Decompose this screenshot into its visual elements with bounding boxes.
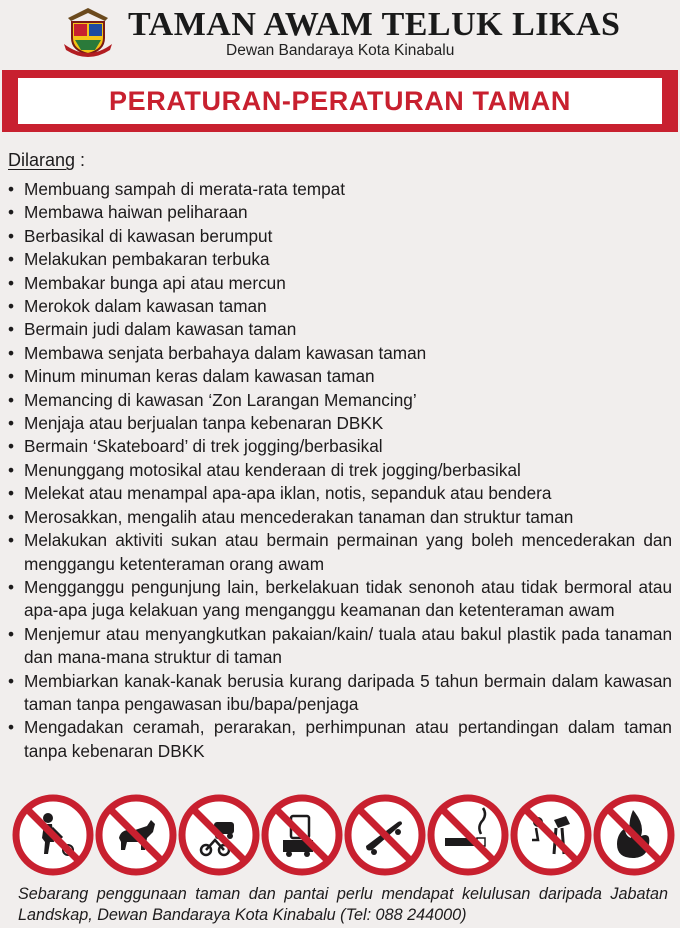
rule-item <box>8 716 672 763</box>
rule-item <box>8 272 672 295</box>
rule-item <box>8 248 672 271</box>
rule-item <box>8 201 672 224</box>
prohibited-heading-label: Dilarang <box>8 150 76 170</box>
rule-item <box>8 459 672 482</box>
rule-text: • Menjemur atau menyangkutkan pakaian/kain/ tuala atau bakul plastik pada tanaman dan mana-mana struktur di taman <box>24 623 672 668</box>
rule-text: • Membakar bunga api atau mercun <box>24 272 286 293</box>
rule-text: • Minum minuman keras dalam kawasan taman <box>24 366 375 387</box>
no-fire-icon <box>593 794 675 876</box>
rules-banner-title: PERATURAN-PERATURAN TAMAN <box>109 85 571 116</box>
rule-text: • Melakukan pembakaran terbuka <box>24 249 270 270</box>
rule-text: • Mengganggu pengunjung lain, berkelakuan tidak senonoh atau tidak bermoral atau apa-apa juga kelakuan yang menganggu keamanan dan ketenteraman awam <box>24 576 672 621</box>
city-crest-icon <box>60 4 116 58</box>
prohibited-heading <box>8 150 85 171</box>
no-vehicles-icon <box>178 794 260 876</box>
rule-text: • Membiarkan kanak-kanak berusia kurang daripada 5 tahun bermain dalam kawasan taman tanpa pengawasan ibu/bapa/penjaga <box>24 670 672 714</box>
rule-item <box>8 365 672 388</box>
rule-text: • Merokok dalam kawasan taman <box>24 296 267 317</box>
rule-item <box>8 318 672 341</box>
rules-banner-panel <box>18 78 662 124</box>
rule-text: • Mengadakan ceramah, perarakan, perhimpunan atau pertandingan dalam taman tanpa kebenaran DBKK <box>24 717 672 761</box>
rule-item <box>8 506 672 529</box>
rule-item <box>8 576 672 623</box>
no-hawking-icon <box>261 794 343 876</box>
rule-item <box>8 412 672 435</box>
rule-text: • Bermain ‘Skateboard’ di trek jogging/berbasikal <box>24 436 383 457</box>
page-subtitle: Dewan Bandaraya Kota Kinabalu <box>226 42 455 59</box>
rule-text: • Membawa haiwan peliharaan <box>24 202 248 223</box>
rule-text: • Berbasikal di kawasan berumput <box>24 225 273 246</box>
header <box>0 0 680 70</box>
prohibition-icons-row <box>12 794 676 878</box>
no-plant-damage-icon <box>510 794 592 876</box>
rule-item <box>8 623 672 670</box>
rule-item <box>8 389 672 412</box>
footer-note: Sebarang penggunaan taman dan pantai perlu mendapat kelulusan daripada Jabatan Landskap, Dewan Bandaraya Kota Kinabalu (Tel: 088 244000) <box>18 885 668 924</box>
rules-banner <box>2 70 678 132</box>
rule-item <box>8 342 672 365</box>
no-skateboard-icon <box>344 794 426 876</box>
rule-item <box>8 482 672 505</box>
rule-item <box>8 295 672 318</box>
prohibited-heading-colon: : <box>75 150 86 170</box>
rule-item <box>8 435 672 458</box>
rule-item <box>8 225 672 248</box>
rule-text: • Melekat atau menampal apa-apa iklan, notis, sepanduk atau bendera <box>24 483 552 504</box>
rule-item <box>8 178 672 201</box>
rule-text: • Membuang sampah di merata-rata tempat <box>24 179 345 199</box>
rule-text: • Melakukan aktiviti sukan atau bermain permainan yang boleh mencederakan dan menggangu ketenteraman orang awam <box>24 530 672 574</box>
rule-text: • Merosakkan, mengalih atau mencederakan tanaman dan struktur taman <box>24 506 574 527</box>
rule-text: • Memancing di kawasan ‘Zon Larangan Memancing’ <box>24 389 417 410</box>
rule-text: • Bermain judi dalam kawasan taman <box>24 319 297 340</box>
no-pets-icon <box>95 794 177 876</box>
no-littering-icon <box>12 794 94 876</box>
rule-text: • Menjaja atau berjualan tanpa kebenaran DBKK <box>24 413 384 434</box>
rule-text: • Menunggang motosikal atau kenderaan di trek jogging/berbasikal <box>24 459 521 480</box>
rule-text: • Membawa senjata berbahaya dalam kawasan taman <box>24 342 427 363</box>
page-title: TAMAN AWAM TELUK LIKAS <box>128 6 621 43</box>
rule-item <box>8 529 672 576</box>
rules-list <box>8 178 672 763</box>
rule-item <box>8 670 672 717</box>
no-smoking-icon <box>427 794 509 876</box>
